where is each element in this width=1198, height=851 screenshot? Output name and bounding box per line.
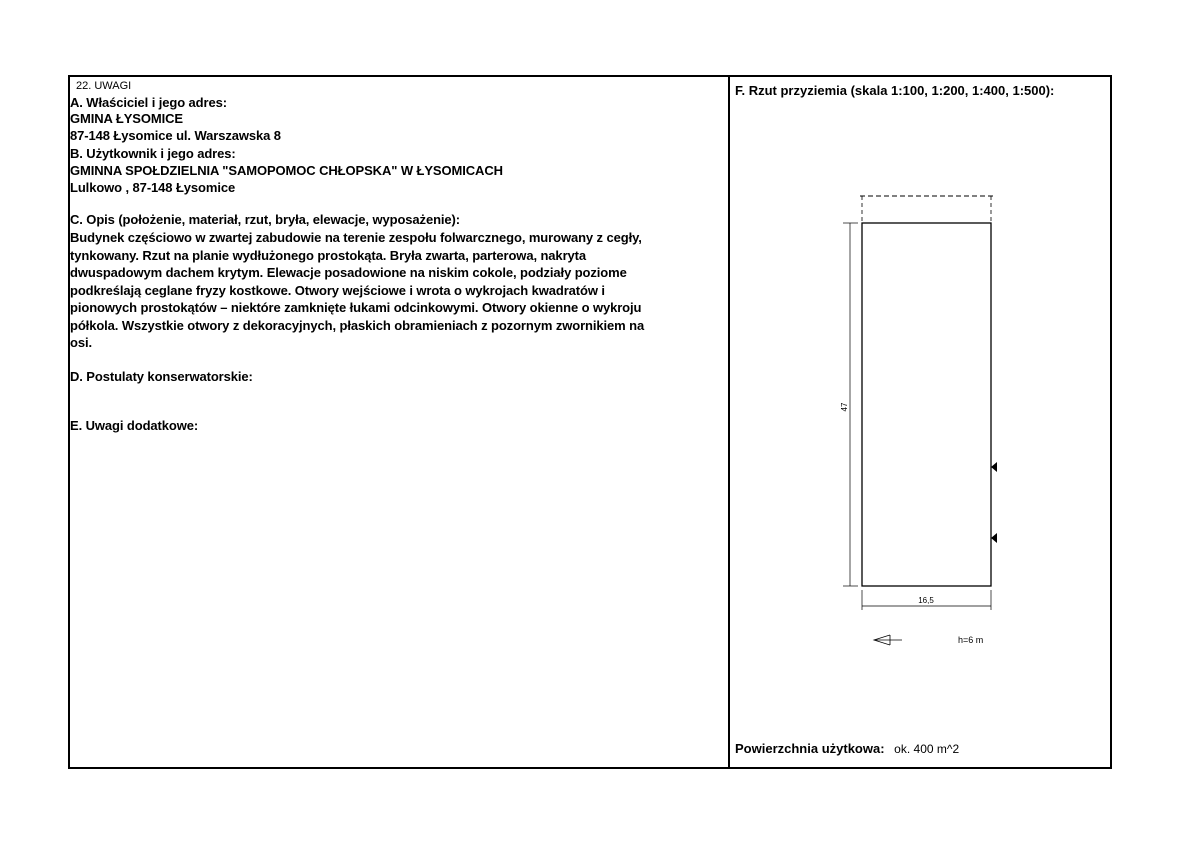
- owner-heading: A. Właściciel i jego adres:: [70, 95, 227, 110]
- plan-heading: F. Rzut przyziemia (skala 1:100, 1:200, 1:400, 1:500):: [735, 83, 1055, 98]
- conservation-heading: D. Postulaty konserwatorskie:: [70, 369, 253, 384]
- user-name: GMINNA SPOŁDZIELNIA "SAMOPOMOC CHŁOPSKA" W ŁYSOMICACH: [70, 163, 503, 178]
- owner-name: GMINA ŁYSOMICE: [70, 111, 183, 126]
- description-line: tynkowany. Rzut na planie wydłużonego prostokąta. Bryła zwarta, parterowa, nakryta: [70, 248, 587, 263]
- description-line: półkola. Wszystkie otwory z dekoracyjnych, płaskich obramieniach z pozornym zwornikiem na: [70, 318, 645, 333]
- notes-heading: E. Uwagi dodatkowe:: [70, 418, 199, 433]
- description-line: dwuspadowym dachem krytym. Elewacje posadowione na niskim cokole, podziały poziome: [70, 265, 627, 280]
- column-divider: [728, 75, 730, 769]
- north-arrow-icon: [874, 635, 902, 645]
- user-heading: B. Użytkownik i jego adres:: [70, 146, 236, 161]
- usable-area-value: ok. 400 m^2: [894, 742, 960, 756]
- length-label: 47: [840, 402, 849, 412]
- height-note: h=6 m: [958, 635, 984, 645]
- entrance-marker-icon: [991, 533, 997, 543]
- width-label: 16,5: [918, 596, 934, 605]
- user-address: Lulkowo , 87-148 Łysomice: [70, 180, 236, 195]
- description-line: osi.: [70, 335, 92, 350]
- owner-address: 87-148 Łysomice ul. Warszawska 8: [70, 128, 281, 143]
- usable-area: [735, 741, 959, 756]
- section-number: 22. UWAGI: [76, 80, 132, 92]
- description-heading: C. Opis (położenie, materiał, rzut, bryła, elewacje, wyposażenie):: [70, 212, 461, 227]
- ground-plan: [830, 185, 1010, 665]
- description-line: podkreślają ceglane fryzy kostkowe. Otwory wejściowe i wrota o wykrojach kwadratów i: [70, 283, 605, 298]
- entrance-marker-icon: [991, 462, 997, 472]
- description-line: Budynek częściowo w zwartej zabudowie na terenie zespołu folwarcznego, murowany z cegły,: [70, 230, 642, 245]
- building-outline: [862, 223, 991, 586]
- usable-area-label: Powierzchnia użytkowa:: [735, 741, 885, 756]
- description-line: pionowych prostokątów – niektóre zamknięte łukami odcinkowymi. Otwory okienne o wykroju: [70, 300, 642, 315]
